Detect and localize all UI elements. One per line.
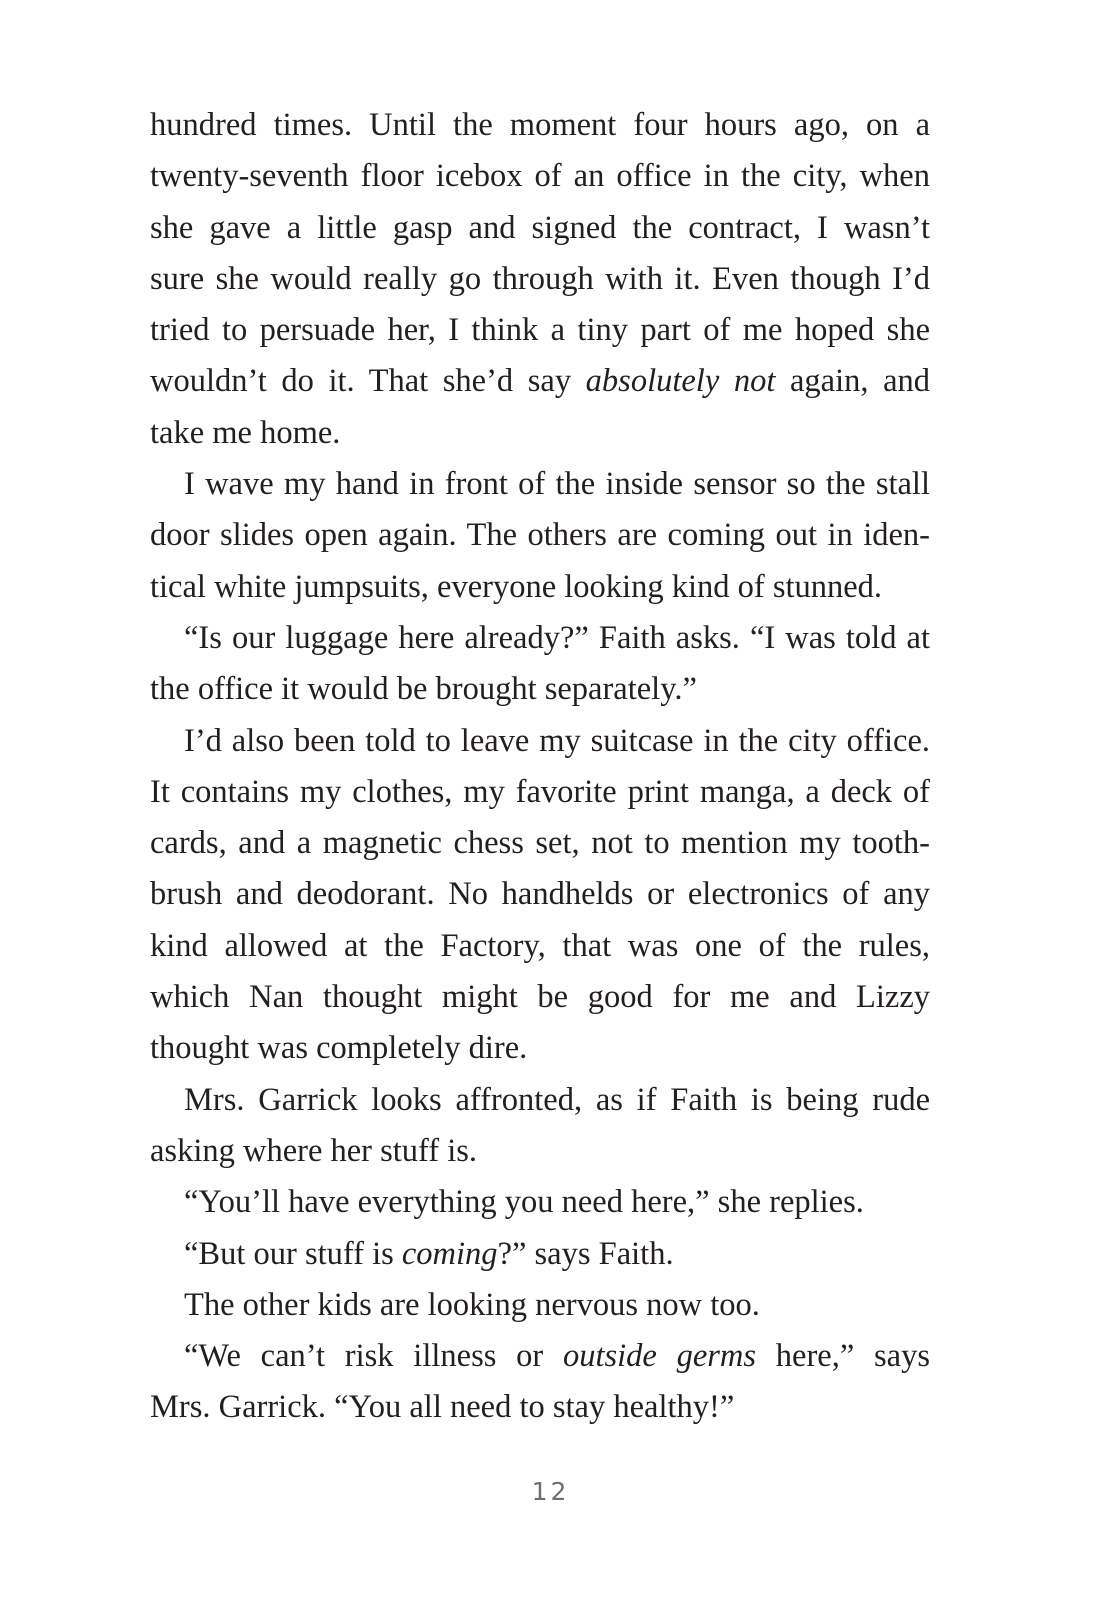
text-line xyxy=(150,1229,930,1280)
text-line: hundred times. Until the moment four hours ago, on a xyxy=(150,107,930,143)
italic-run: coming xyxy=(401,1235,498,1272)
text-line xyxy=(150,1331,930,1382)
paragraph xyxy=(150,1331,930,1434)
paragraph xyxy=(150,1177,930,1228)
text-line: asking where her stuff is. xyxy=(150,1132,478,1169)
text-line: twenty-seventh floor icebox of an office in the city, when xyxy=(150,158,930,195)
italic-run: outside germs xyxy=(562,1338,757,1375)
text-run: again, and xyxy=(775,363,930,400)
text-line xyxy=(150,356,930,407)
text-line: The other kids are looking nervous now too. xyxy=(184,1286,760,1323)
paragraph xyxy=(150,1075,930,1178)
text-run: ?” says Faith. xyxy=(497,1235,674,1272)
text-line: door slides open again. The others are coming out in iden- xyxy=(150,517,930,554)
text-line: which Nan thought might be good for me and Lizzy xyxy=(150,979,930,1016)
text-line: thought was completely dire. xyxy=(150,1030,528,1067)
text-run: wouldn’t do it. That she’d say xyxy=(150,363,586,400)
text-line: “You’ll have everything you need here,” she replies. xyxy=(184,1184,864,1221)
text-line: Mrs. Garrick looks affronted, as if Faith is being rude xyxy=(184,1081,930,1118)
text-line: the office it would be brought separately.” xyxy=(150,671,697,708)
text-line: she gave a little gasp and signed the contract, I wasn’t xyxy=(150,209,930,246)
text-line: tried to persuade her, I think a tiny part of me hoped she xyxy=(150,312,930,349)
text-line: kind allowed at the Factory, that was one of the rules, xyxy=(150,927,930,964)
text-line: Mrs. Garrick. “You all need to stay healthy!” xyxy=(150,1389,735,1426)
paragraph xyxy=(150,716,930,1075)
paragraph xyxy=(150,1280,930,1331)
text-line: sure she would really go through with it. Even though I’d xyxy=(150,260,930,297)
paragraph xyxy=(150,613,930,716)
paragraph xyxy=(150,100,930,459)
text-line: cards, and a magnetic chess set, not to mention my tooth- xyxy=(150,825,930,862)
text-line: I wave my hand in front of the inside sensor so the stall xyxy=(184,466,930,503)
paragraph xyxy=(150,459,930,613)
text-run: “We can’t risk illness or xyxy=(184,1338,563,1375)
text-line: “Is our luggage here already?” Faith asks. “I was told at xyxy=(184,619,930,656)
text-line: take me home. xyxy=(150,414,341,451)
text-line: I’d also been told to leave my suitcase in the city office. xyxy=(184,722,930,759)
paragraph xyxy=(150,1229,930,1280)
text-line: tical white jumpsuits, everyone looking kind of stunned. xyxy=(150,568,883,605)
text-line: brush and deodorant. No handhelds or electronics of any xyxy=(150,876,930,913)
text-run: “But our stuff is xyxy=(184,1235,402,1272)
italic-run: absolutely not xyxy=(585,363,776,400)
page-number: 12 xyxy=(531,1477,570,1506)
text-line: It contains my clothes, my favorite print manga, a deck of xyxy=(150,773,930,810)
text-run: here,” says xyxy=(756,1338,931,1375)
body-text xyxy=(150,100,930,1434)
